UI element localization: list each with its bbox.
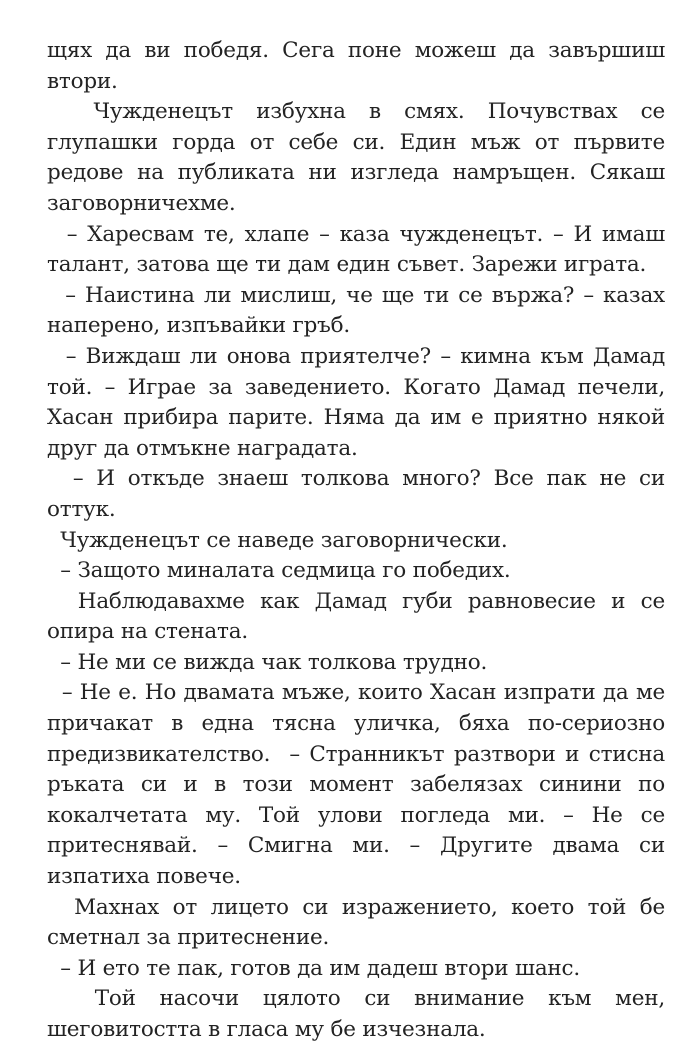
- paragraph: – Не ми се вижда чак толкова трудно.: [47, 649, 488, 675]
- paragraph: Чужденецът се наведе заговорнически.: [47, 527, 508, 553]
- paragraph: – И откъде знаеш толкова много? Все пак не си оттук.: [47, 466, 672, 522]
- paragraph: – Харесвам те, хлапе – каза чужденецът. – И имаш талант, затова ще ти дам един съвет. Зарежи играта.: [47, 221, 672, 278]
- paragraph: – Виждаш ли онова приятелче? – кимна към Дамад той. – Играе за заведението. Когато Дамад печели, Хасан прибира парите. Няма да им е приятно някой друг да отмъкне наградата.: [47, 343, 672, 461]
- paragraph: – И ето те пак, готов да им дадеш втори шанс.: [47, 955, 581, 981]
- paragraph: – Не е. Но двамата мъже, които Хасан изпрати да ме причакат в една тясна уличка, бяха по-сериозно предизвикателство. – Странникът разтвори и стисна ръката си и в този момент забелязах синини по кокалчетата му. Той улови погледа ми. – Не се притеснявай. – Смигна ми. – Другите двама си изпатиха повече.: [47, 680, 672, 890]
- paragraph: – Защото миналата седмица го победих.: [47, 558, 511, 584]
- body-text: [47, 36, 672, 1046]
- paragraph: Махнах от лицето си изражението, което той бе сметнал за притеснение.: [47, 894, 672, 951]
- paragraph: Наблюдавахме как Дамад губи равновесие и се опира на стената.: [47, 588, 672, 645]
- paragraph: Чужденецът избухна в смях. Почувствах се глупашки горда от себе си. Един мъж от първите редове на публиката ни изгледа намръщен. Сякаш заговорничехме.: [47, 99, 672, 216]
- paragraph: Той насочи цялото си внимание към мен, шеговитостта в гласа му бе изчезнала.: [47, 986, 672, 1042]
- paragraph: щях да ви победя. Сега поне можеш да завършиш втори.: [47, 38, 665, 94]
- paragraph: – Наистина ли мислиш, че ще ти се вържа? – казах наперено, изпъвайки гръб.: [47, 282, 672, 339]
